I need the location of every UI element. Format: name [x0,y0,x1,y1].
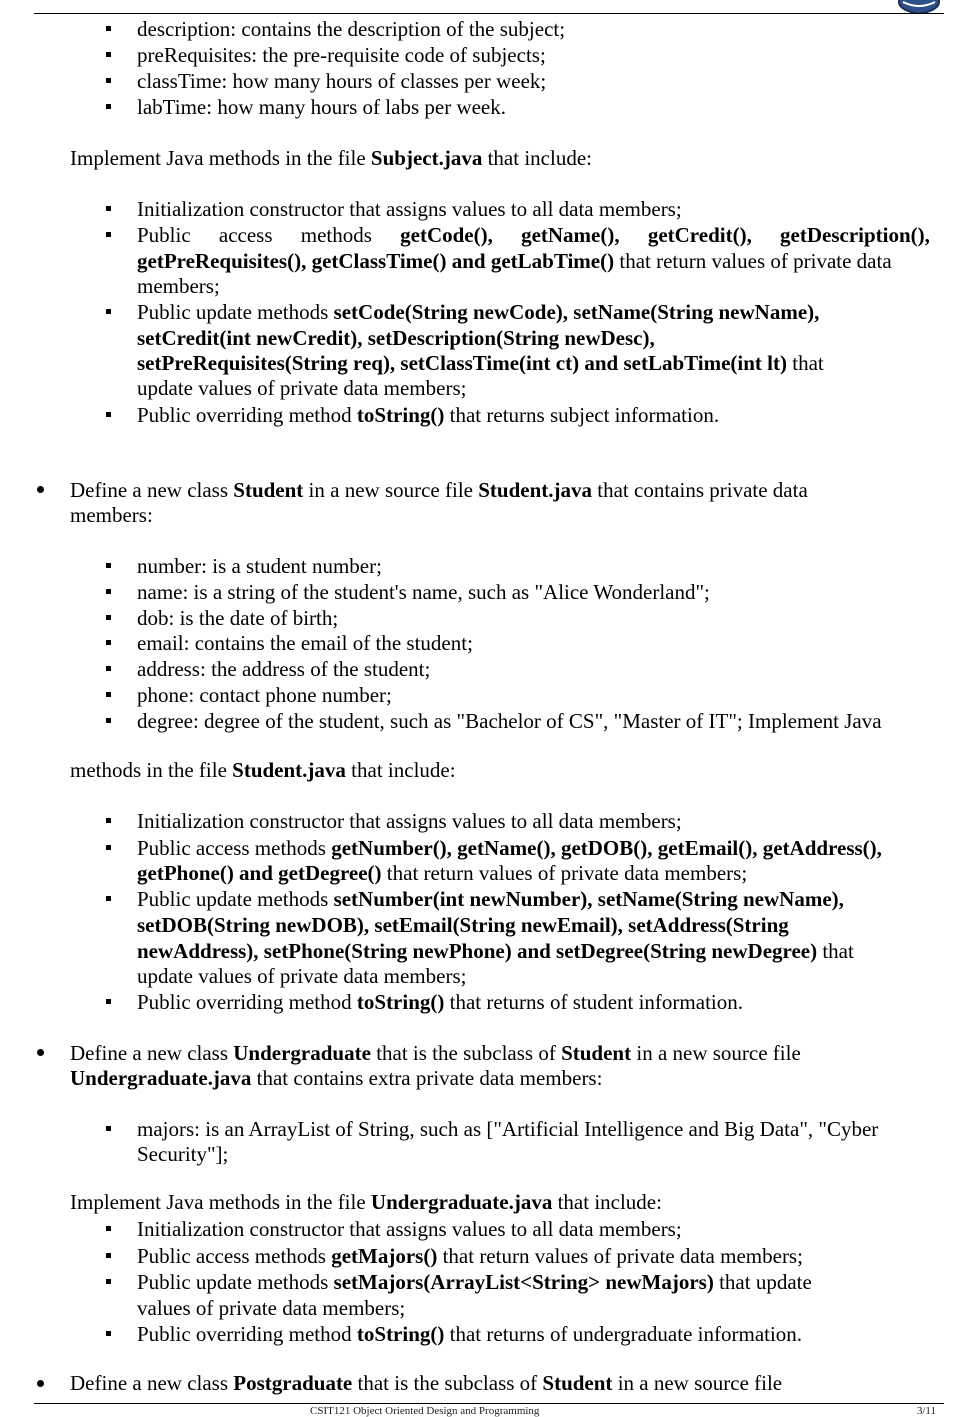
student-member-name: name: is a string of the student's name, such as "Alice Wonderland"; [137,580,710,604]
student-member-number: number: is a student number; [137,554,382,578]
subject-member-labtime: labTime: how many hours of labs per week. [137,95,506,119]
student-method-update-line2: setDOB(String newDOB), setEmail(String newEmail), setAddress(String [137,913,789,937]
bullet-dot [37,1049,44,1056]
undergraduate-method-constructor: Initialization constructor that assigns values to all data members; [137,1217,682,1241]
student-method-access-line2: getPhone() and getDegree() that return values of private data members; [137,861,748,885]
student-method-update-line4: update values of private data members; [137,964,467,988]
subject-member-description: description: contains the description of the subject; [137,17,566,41]
subject-methods-intro: Implement Java methods in the file Subject.java that include: [70,146,592,170]
undergraduate-member-majors-line2: Security"]; [137,1142,229,1166]
subject-method-access-line1: Public access methods getCode(), getName(), getCredit(), getDescription(), [137,223,930,247]
bullet-square [106,896,111,901]
subject-method-access-line2: getPreRequisites(), getClassTime() and getLabTime() that return values of private data [137,249,892,273]
bullet-square [106,818,111,823]
postgraduate-intro-line1: Define a new class Postgraduate that is the subclass of Student in a new source file [70,1371,783,1395]
header-rule [34,13,944,14]
bullet-square [106,845,111,850]
university-logo [896,0,942,13]
subject-method-access-line3: members; [137,274,220,298]
bullet-square [106,1226,111,1231]
bullet-square [106,78,111,83]
bullet-square [106,206,111,211]
undergraduate-method-update-line2: values of private data members; [137,1296,406,1320]
bullet-square [106,412,111,417]
bullet-square [106,104,111,109]
bullet-square [106,1253,111,1258]
bullet-square [106,718,111,723]
undergraduate-method-access: Public access methods getMajors() that return values of private data members; [137,1244,803,1268]
student-intro-line2: members: [70,503,153,527]
bullet-square [106,52,111,57]
student-method-tostring: Public overriding method toString() that returns of student information. [137,990,743,1014]
footer-course-title: CSIT121 Object Oriented Design and Programming [310,1405,540,1417]
bullet-square [106,615,111,620]
undergraduate-intro-line2: Undergraduate.java that contains extra private data members: [70,1066,603,1090]
bullet-square [106,692,111,697]
student-member-dob: dob: is the date of birth; [137,606,339,630]
undergraduate-method-update-line1: Public update methods setMajors(ArrayList<String> newMajors) that update [137,1270,812,1294]
student-member-degree: degree: degree of the student, such as "Bachelor of CS", "Master of IT"; Implement Java [137,709,882,733]
bullet-square [106,309,111,314]
bullet-square [106,232,111,237]
bullet-dot [37,1380,44,1387]
bullet-square [106,999,111,1004]
student-method-access-line1: Public access methods getNumber(), getName(), getDOB(), getEmail(), getAddress(), [137,836,882,860]
student-method-update-line1: Public update methods setNumber(int newNumber), setName(String newName), [137,887,844,911]
subject-method-update-line3: setPreRequisites(String req), setClassTime(int ct) and setLabTime(int lt) that [137,351,824,375]
student-method-update-line3: newAddress), setPhone(String newPhone) and setDegree(String newDegree) that [137,939,854,963]
bullet-dot [37,486,44,493]
student-method-constructor: Initialization constructor that assigns values to all data members; [137,809,682,833]
undergraduate-method-tostring: Public overriding method toString() that returns of undergraduate information. [137,1322,803,1346]
bullet-square [106,1331,111,1336]
subject-member-classtime: classTime: how many hours of classes per week; [137,69,547,93]
bullet-square [106,640,111,645]
subject-method-update-line2: setCredit(int newCredit), setDescription(String newDesc), [137,326,655,350]
subject-member-prerequisites: preRequisites: the pre-requisite code of subjects; [137,43,546,67]
bullet-square [106,589,111,594]
student-intro-line1: Define a new class Student in a new source file Student.java that contains private data [70,478,808,502]
subject-method-constructor: Initialization constructor that assigns values to all data members; [137,197,682,221]
bullet-square [106,666,111,671]
bullet-square [106,26,111,31]
subject-method-tostring: Public overriding method toString() that returns subject information. [137,403,720,427]
footer-rule [34,1403,944,1404]
footer-page-number: 3/11 [916,1405,936,1417]
student-methods-intro: methods in the file Student.java that include: [70,758,456,782]
student-member-address: address: the address of the student; [137,657,431,681]
subject-method-update-line4: update values of private data members; [137,376,467,400]
undergraduate-intro-line1: Define a new class Undergraduate that is the subclass of Student in a new source file [70,1041,801,1065]
undergraduate-member-majors-line1: majors: is an ArrayList of String, such as ["Artificial Intelligence and Big Data", "Cyber [137,1117,879,1141]
undergraduate-methods-intro: Implement Java methods in the file Undergraduate.java that include: [70,1190,662,1214]
student-member-email: email: contains the email of the student; [137,631,473,655]
bullet-square [106,563,111,568]
bullet-square [106,1126,111,1131]
student-member-phone: phone: contact phone number; [137,683,392,707]
bullet-square [106,1279,111,1284]
subject-method-update-line1: Public update methods setCode(String newCode), setName(String newName), [137,300,820,324]
